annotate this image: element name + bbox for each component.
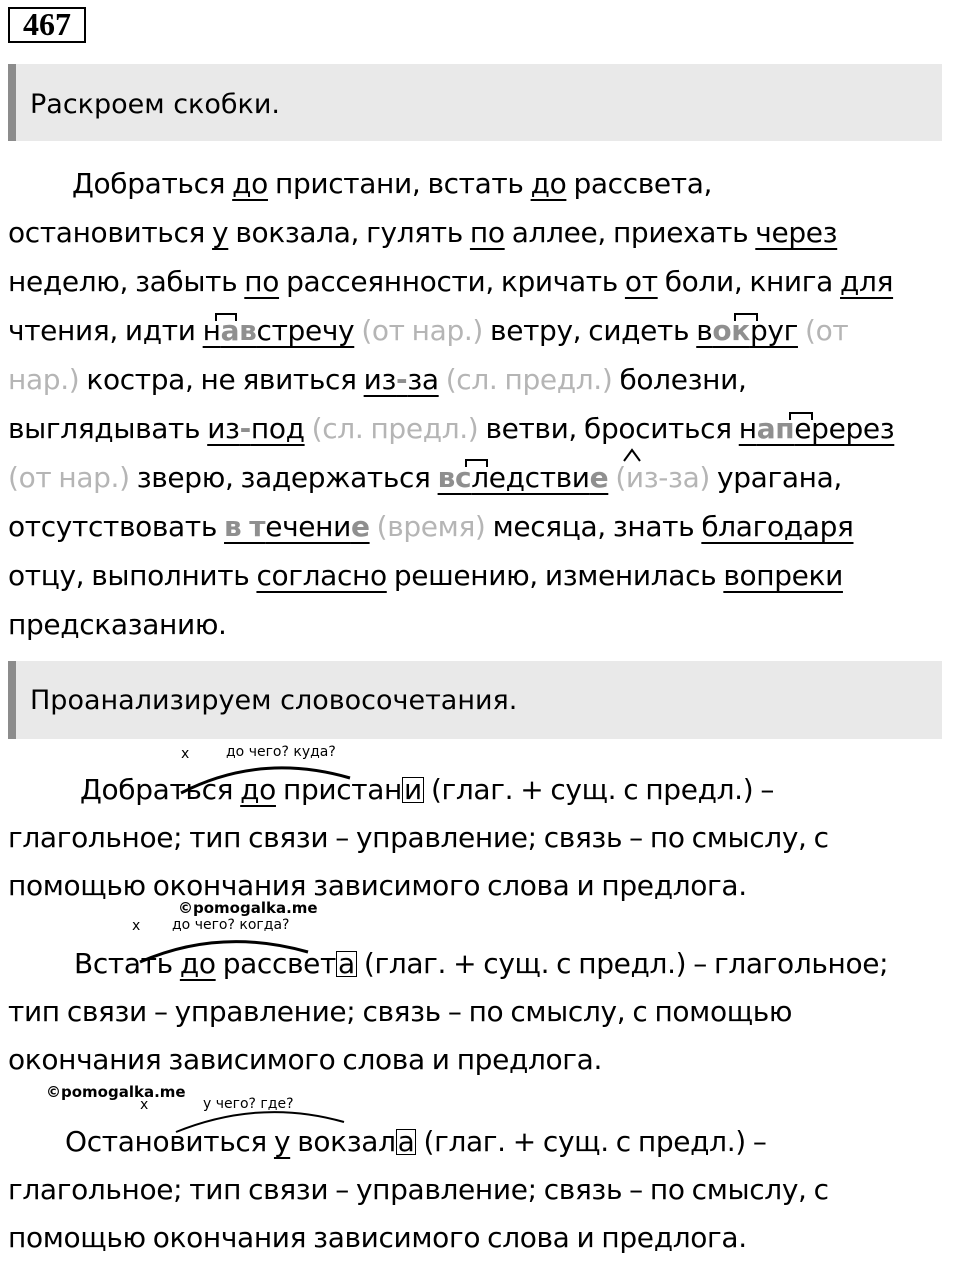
question-note: у чего? где? xyxy=(203,1096,294,1112)
predicate-mark: х xyxy=(181,746,190,762)
phrase-analysis-2: Встать до рассвета (глаг. + сущ. с предл.) – глагольное; тип связи – управление; связь – по смыслу, с помощью окончания зависимого слова и предлога. xyxy=(8,947,889,1076)
preposition: из-под xyxy=(207,412,305,445)
preposition: через xyxy=(755,216,838,249)
text-line: остановиться у вокзала, гулять по аллее, приехать через xyxy=(8,216,838,249)
preposition: из-за xyxy=(363,363,439,396)
preposition: от xyxy=(624,265,658,298)
text-line: выглядывать из-под (сл. предл.) ветви, броситься наперерез xyxy=(8,412,895,445)
section-heading-brackets: Раскроем скобки. xyxy=(8,64,942,141)
phrase-analysis-3: Остановиться у вокзала (глаг. + сущ. с предл.) – глагольное; тип связи – управление; связь – по смыслу, с помощью окончания зависимого слова и предлога. xyxy=(8,1125,829,1254)
section-heading-analysis: Проанализируем словосочетания. xyxy=(8,661,942,739)
predicate-mark: х xyxy=(140,1097,149,1113)
exercise-text xyxy=(8,159,958,649)
ending-box: а xyxy=(397,1125,415,1158)
preposition: вокруг xyxy=(696,314,798,347)
preposition: по xyxy=(469,216,505,249)
preposition: у xyxy=(212,216,229,249)
preposition: вследствие xyxy=(437,461,609,494)
text-line: отсутствовать в течение (время) месяца, знать благодаря xyxy=(8,510,854,543)
task-number: 467 xyxy=(8,7,86,43)
preposition: для xyxy=(840,265,894,298)
text-line: чтения, идти навстречу (от нар.) ветру, сидеть вокруг (от xyxy=(8,314,849,347)
text-line: Добраться до пристани, встать до рассвета, xyxy=(72,167,713,200)
preposition: согласно xyxy=(256,559,387,592)
ending-box: а xyxy=(338,947,355,980)
question-note: до чего? когда? xyxy=(172,917,290,933)
predicate-mark: х xyxy=(132,918,141,934)
watermark: ©pomogalka.me xyxy=(178,899,318,917)
preposition: благодаря xyxy=(701,510,854,543)
preposition: вопреки xyxy=(723,559,843,592)
question-note: до чего? куда? xyxy=(226,744,336,760)
watermark: ©pomogalka.me xyxy=(46,1083,186,1101)
phrase-analysis-1: Добраться до пристани (глаг. + сущ. с предл.) – глагольное; тип связи – управление; связь – по смыслу, с помощью окончания зависимого слова и предлога. xyxy=(8,773,829,902)
preposition: до xyxy=(232,167,268,200)
ending-box: и xyxy=(404,773,422,806)
text-line: предсказанию. xyxy=(8,608,227,641)
text-line: нар.) костра, не явиться из-за (сл. предл.) болезни, xyxy=(8,363,747,396)
preposition: навстречу xyxy=(202,314,355,347)
preposition: наперерез xyxy=(738,412,895,445)
text-line: (от нар.) зверю, задержаться вследствие (из-за) урагана, xyxy=(8,461,842,494)
preposition: до xyxy=(530,167,567,200)
text-line: неделю, забыть по рассеянности, кричать от боли, книга для xyxy=(8,265,894,298)
preposition: в течение xyxy=(224,510,370,543)
text-line: отцу, выполнить согласно решению, изменилась вопреки xyxy=(8,559,843,592)
preposition: по xyxy=(244,265,280,298)
